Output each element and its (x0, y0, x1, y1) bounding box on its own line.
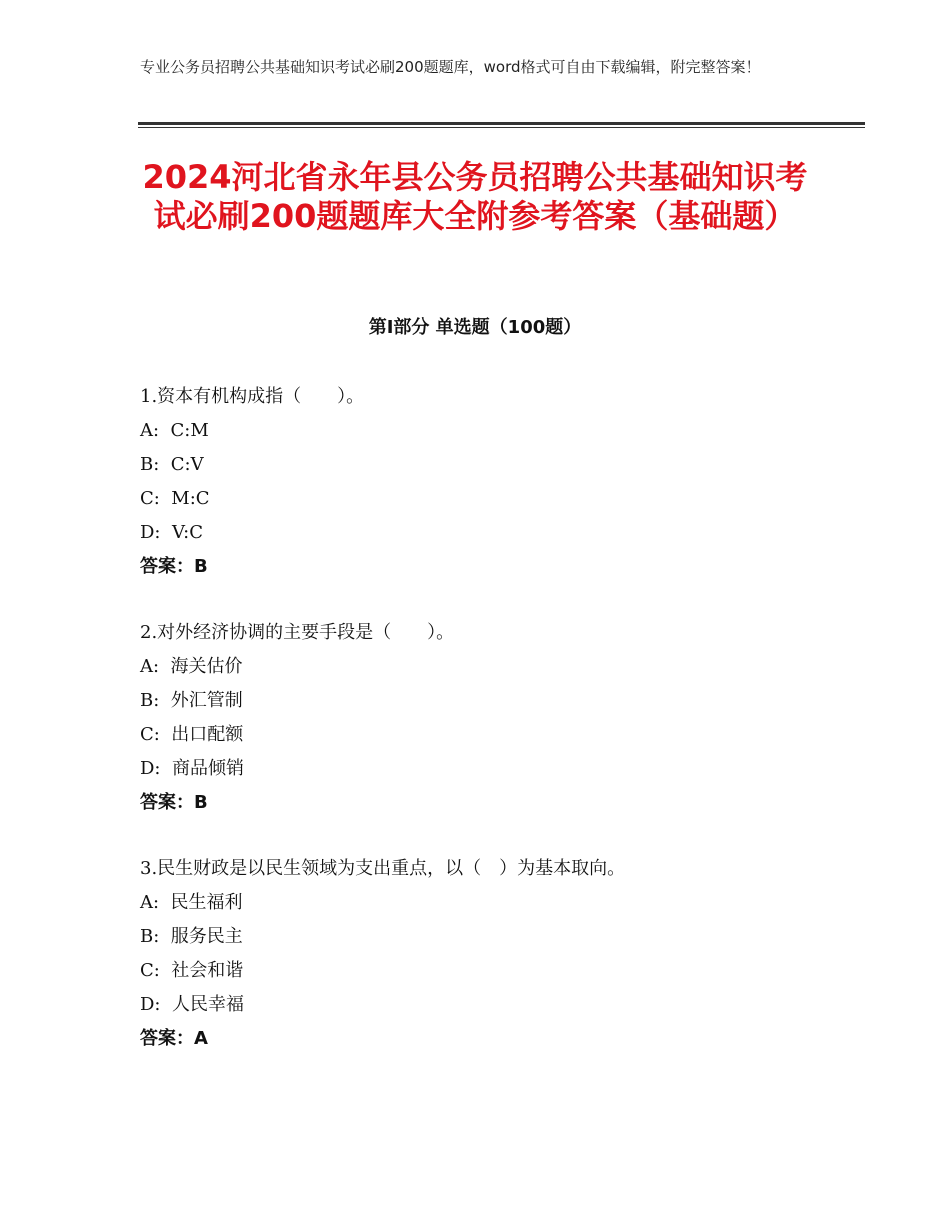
document-title: 2024河北省永年县公务员招聘公共基础知识考试必刷200题题库大全附参考答案（基础题） (142, 158, 808, 235)
header-rule-thin (138, 127, 865, 128)
question-stem: 2.对外经济协调的主要手段是（ ）。 (140, 622, 455, 643)
option-c: C: 出口配额 (140, 724, 244, 745)
option-b: B: C:V (140, 454, 204, 475)
option-a: A: C:M (140, 420, 209, 441)
option-a: A: 海关估价 (140, 656, 243, 677)
header-rule-thick (138, 122, 865, 125)
question-list (140, 380, 840, 1088)
option-d: D: 人民幸福 (140, 994, 244, 1015)
option-b: B: 外汇管制 (140, 690, 243, 711)
question-2 (140, 616, 840, 820)
question-3 (140, 852, 840, 1056)
section-heading: 第I部分 单选题（100题） (368, 317, 582, 338)
option-d: D: V:C (140, 522, 203, 543)
option-b: B: 服务民主 (140, 926, 243, 947)
option-a: A: 民生福利 (140, 892, 243, 913)
answer-line: 答案：A (140, 1028, 208, 1049)
question-stem: 3.民生财政是以民生领域为支出重点，以（ ）为基本取向。 (140, 858, 626, 879)
option-c: C: M:C (140, 488, 210, 509)
question-stem: 1.资本有机构成指（ ）。 (140, 386, 365, 407)
question-1 (140, 380, 840, 584)
option-d: D: 商品倾销 (140, 758, 244, 779)
option-c: C: 社会和谐 (140, 960, 244, 981)
header-note: 专业公务员招聘公共基础知识考试必刷200题题库，word格式可自由下载编辑，附完整答案！ (140, 58, 761, 76)
answer-line: 答案：B (140, 556, 208, 577)
answer-line: 答案：B (140, 792, 208, 813)
